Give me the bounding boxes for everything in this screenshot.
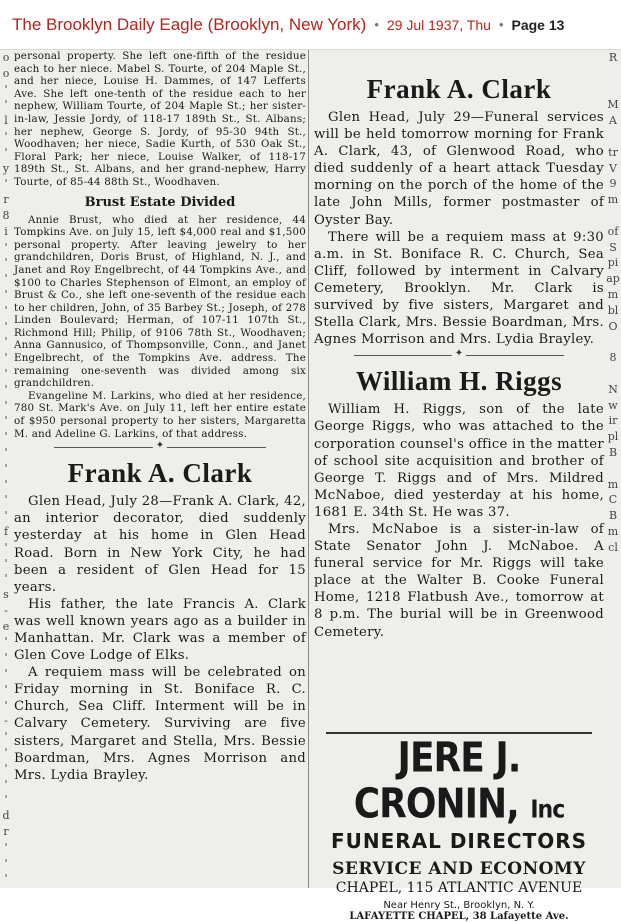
page-number: Page 13 (511, 16, 565, 33)
ad-service-economy: SERVICE AND ECONOMY (332, 859, 586, 879)
clark-left-paragraph-3: A requiem mass will be celebrated on Friday morning in St. Boniface R. C. Church, Sea Cliff. Interment will be in Calvary Cemetery. Surviving are five sisters, Margaret and Stella, Mrs. Bessie Boardman, Mrs. Agnes Morrison and Mrs. Lydia Brayley. (14, 665, 306, 783)
publication-title[interactable]: The Brooklyn Daily Eagle (Brooklyn, New York) (12, 14, 367, 34)
left-edge-char-26: ' (4, 461, 8, 475)
right-edge-fragments (605, 50, 621, 888)
left-edge-char-8: ' (4, 177, 8, 191)
left-edge-char-15: ' (4, 287, 8, 301)
clark-left-paragraph-2: His father, the late Francis A. Clark was well known years ago as a builder in Manhattan. Mr. Clark was a member of Glen Cove Lodge of Elks. (14, 596, 306, 664)
left-edge-char-22: ' (4, 398, 8, 412)
left-edge-char-16: ' (4, 303, 8, 317)
left-edge-char-12: ' (4, 240, 8, 254)
left-edge-char-50: ' (4, 840, 8, 854)
left-edge-char-30: f (3, 524, 9, 538)
left-edge-char-23: ' (4, 414, 8, 428)
left-edge-char-18: ' (4, 335, 8, 349)
left-edge-char-7: y (2, 161, 10, 175)
riggs-paragraph-1: William H. Riggs, son of the late George Riggs, who was attached to the corporation counsel's office in the matter of school site acquisition and brother of George T. Riggs and of Mrs. Mildred McNaboe, died yesterday at his home, 1681 E. 34th St. He was 37. (314, 402, 604, 520)
right-edge-char-1 (605, 66, 621, 82)
left-edge-char-45: ' (4, 761, 8, 775)
right-edge-char-16: bl (607, 303, 619, 317)
brust-paragraph-1: Annie Brust, who died at her residence, 44 Tompkins Ave. on July 15, left $4,000 real and $1,500 personal property. After leaving jewelry to her grandchildren, Doris Brust, of Highland, N. J., and Janet and Roy Engelbrecht, of 44 Tompkins Ave., and $100 to Charles Stephenson of Elmont, an employ of Brust & Co., she left one-seventh of the residue each to her children, John, of 35 Barbey St.; Joseph, of 278 Linden Boulevard; Herman, of 107-11 107th St., Richmond Hill; Philip, of 9106 78th St., Woodhaven; Anna Gannusico, of Thompsonville, Conn., and Janet Engelbrecht, of the Tompkins Ave. address. The remaining one-seventh was divided among six grandchildren. (14, 213, 306, 390)
left-edge-char-28: ' (4, 493, 8, 507)
right-edge-char-23: ir (608, 414, 618, 428)
left-edge-char-20: ' (4, 366, 8, 380)
ad-near-henry: Near Henry St., Brooklyn, N. Y. (383, 900, 535, 911)
left-edge-char-5: ' (4, 129, 8, 143)
left-edge-char-19: ' (4, 351, 8, 365)
right-edge-char-19: 8 (609, 351, 617, 365)
ad-lafayette-chapel: LAFAYETTE CHAPEL, 38 Lafayette Ave. (349, 911, 569, 922)
left-column (14, 50, 306, 888)
newspaper-page (0, 50, 621, 922)
right-edge-char-25: B (608, 445, 618, 459)
ad-name-text: JERE J. CRONIN, (353, 734, 521, 828)
left-edge-char-49: r (3, 825, 9, 839)
left-edge-char-32: ' (4, 556, 8, 570)
riggs-headline: William H. Riggs (355, 366, 563, 397)
left-edge-char-3: ' (4, 98, 8, 112)
frank-clark-headline-right: Frank A. Clark (366, 74, 552, 104)
right-edge-char-28: C (608, 493, 618, 507)
left-edge-char-24: ' (4, 430, 8, 444)
right-edge-char-11: of (607, 224, 619, 238)
riggs-paragraph-2: Mrs. McNaboe is a sister-in-law of State Senator John J. McNaboe. A funeral service for Mr. Riggs will take place at the Walter B. Cooke Funeral Home, 1218 Flatbush Ave., tomorrow at 8 p.m. The burial will be in Greenwood Cemetery. (314, 521, 604, 640)
left-edge-char-42: - (4, 714, 8, 728)
right-edge-char-6: tr (608, 145, 618, 159)
ad-inc-text: Inc (530, 795, 565, 825)
issue-date[interactable]: 29 Jul 1937, Thu (386, 16, 491, 33)
left-edge-char-43: ' (4, 730, 8, 744)
right-column (314, 50, 604, 922)
left-edge-char-29: ' (4, 509, 8, 523)
right-edge-char-13: pi (607, 256, 619, 270)
left-edge-char-31: ' (4, 540, 8, 554)
column-rule (308, 50, 309, 888)
brust-paragraph-2: Evangeline M. Larkins, who died at her residence, 780 St. Mark's Ave. on July 11, left her entire estate of $950 personal property to her sisters, Margaretta M. and Adeline G. Larkins, of that address. (14, 389, 306, 440)
left-edge-char-14: ' (4, 272, 8, 286)
right-edge-char-26 (605, 461, 621, 477)
frank-clark-headline-left: Frank A. Clark (67, 458, 253, 489)
right-edge-char-2 (605, 82, 621, 98)
right-edge-char-9: m (607, 193, 619, 207)
header-separator-2: • (498, 17, 504, 32)
left-edge-char-44: ' (4, 746, 8, 760)
right-edge-char-17: O (608, 319, 618, 333)
left-edge-char-10: 8 (2, 208, 10, 222)
right-edge-char-14: ap (606, 272, 620, 286)
right-edge-char-5 (605, 129, 621, 145)
left-edge-char-27: ' (4, 477, 8, 491)
right-edge-char-7: V (609, 161, 617, 175)
left-edge-char-47: ' (4, 793, 8, 807)
right-edge-char-31: cl (608, 540, 618, 554)
right-edge-char-24: pl (607, 430, 619, 444)
left-edge-char-39: ' (4, 667, 8, 681)
clark-right-paragraph-1: Glen Head, July 29—Funeral services will be held tomorrow morning for Frank A. Clark, 43, of Glenwood Road, who died suddenly of a heart attack Tuesday morning on the porch of the home of the late John Mills, former postmaster of Oyster Bay. (314, 110, 604, 228)
left-edge-char-25: ' (4, 445, 8, 459)
divider-star-icon-right: ✦ (452, 348, 466, 359)
clark-right-paragraph-2: There will be a requiem mass at 9:30 a.m. in St. Boniface R. C. Church, Sea Cliff, followed by interment in Calvary Cemetery, Brooklyn. Mr. Clark is survived by five sisters, Margaret and Stella Clark, Mrs. Bessie Boardman, Mrs. Agnes Morrison and Mrs. Lydia Brayley. (314, 229, 604, 348)
left-edge-char-37: ' (4, 635, 8, 649)
article-divider-right (354, 348, 564, 360)
brust-estate-headline: Brust Estate Divided (84, 194, 236, 210)
right-edge-char-8: 9 (609, 177, 617, 191)
left-edge-char-21: ' (4, 382, 8, 396)
right-edge-char-10 (605, 208, 621, 224)
left-edge-char-46: ' (4, 777, 8, 791)
right-edge-char-22: w (608, 398, 618, 412)
left-edge-char-6: ' (4, 145, 8, 159)
right-edge-char-20 (605, 366, 621, 382)
right-edge-char-30: m (607, 524, 619, 538)
left-edge-char-36: e (2, 619, 10, 633)
viewer-header (0, 0, 621, 50)
left-edge-char-35: - (4, 603, 8, 617)
left-edge-char-33: ' (4, 572, 8, 586)
right-edge-char-3: M (607, 98, 619, 112)
right-edge-char-27: m (607, 477, 619, 491)
right-edge-char-4: A (609, 114, 617, 128)
left-edge-char-48: d (2, 809, 10, 823)
clark-left-paragraph-1: Glen Head, July 28—Frank A. Clark, 42, an interior decorator, died suddenly yesterday at his home in Glen Head Road. Born in New York City, he had been a resident of Glen Head for 15 years. (14, 494, 306, 595)
left-edge-fragments (0, 50, 12, 888)
right-edge-char-21: N (608, 382, 618, 396)
left-edge-char-40: ' (4, 682, 8, 696)
ad-chapel-address: CHAPEL, 115 ATLANTIC AVENUE (335, 880, 583, 896)
left-edge-char-9: r (3, 193, 9, 207)
right-edge-char-15: m (607, 287, 619, 301)
ad-funeral-directors: FUNERAL DIRECTORS (330, 829, 588, 853)
cronin-advertisement (314, 732, 604, 922)
right-edge-char-29: B (608, 509, 618, 523)
left-edge-char-4: l (4, 114, 8, 128)
left-edge-char-51: ' (4, 856, 8, 870)
header-separator: • (374, 17, 379, 32)
left-edge-char-38: ' (4, 651, 8, 665)
right-edge-char-18 (605, 334, 621, 350)
right-edge-char-12: S (609, 240, 617, 254)
left-edge-char-52: ' (4, 872, 8, 886)
left-edge-char-17: ' (4, 319, 8, 333)
article-divider (54, 440, 266, 452)
divider-star-icon: ✦ (153, 440, 167, 451)
ad-business-name (314, 736, 604, 834)
right-edge-char-0: R (608, 51, 618, 64)
estate-paragraph: personal property. She left one-fifth of the residue each to her niece. Mabel S. Tourte, of 204 Maple St., and her niece, Louise H. Dammes, of 147 Lefferts Ave. She left one-tenth of the residue each to her nephew, William Tourte, of 204 Maple St.; her sister-in-law, Jessie Jordy, of 118-17 189th St., St. Albans; her nephew, George S. Jordy, of 95-30 94th St., Woodhaven; her niece, Sadie Kurth, of 530 Oak St., Floral Park; her niece, Louise Walker, of 118-17 189th St., St. Albans, and her grand-nephew, Harry Tourte, of 85-44 88th St., Woodhaven. (14, 50, 306, 188)
left-edge-char-1: o (2, 66, 10, 80)
left-edge-char-41: ' (4, 698, 8, 712)
left-edge-char-2: ' (4, 82, 8, 96)
left-edge-char-11: i (4, 224, 8, 238)
left-edge-char-34: s (3, 588, 9, 602)
left-edge-char-0: o (2, 51, 10, 64)
left-edge-char-13: ' (4, 256, 8, 270)
